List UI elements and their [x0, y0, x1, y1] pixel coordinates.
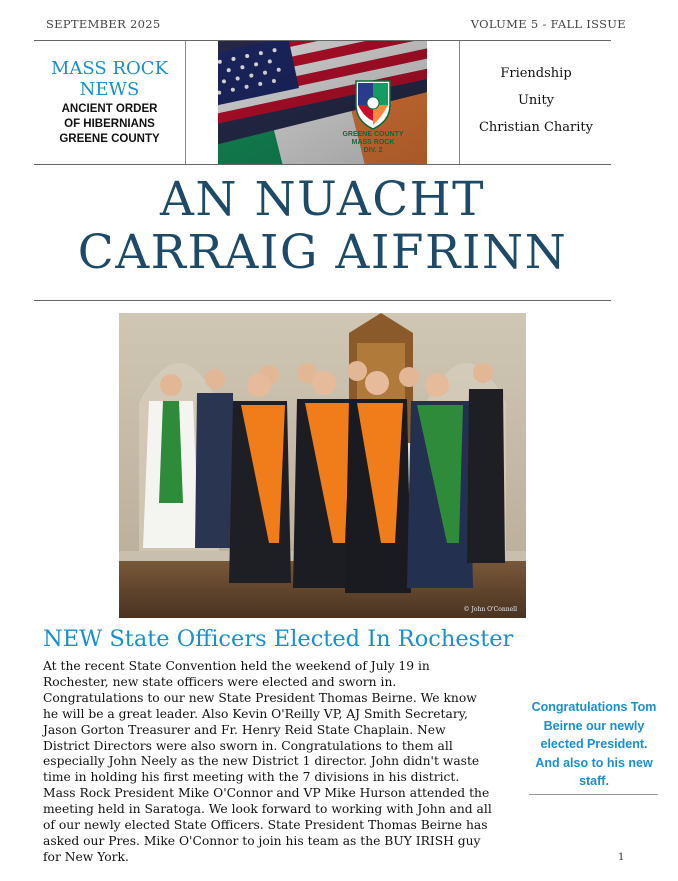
- masthead-left: [34, 41, 186, 164]
- congratulations-sidebar: Congratulations Tom Beirne our newly elected President. And also to his new staff.: [531, 700, 657, 788]
- logo-text-line3: DIV. 2: [363, 147, 383, 154]
- newsletter-name-line2: NEWS: [79, 79, 140, 100]
- officers-group-photo: [119, 313, 526, 618]
- organization-name: [34, 102, 185, 147]
- sidebar-rule: [529, 794, 658, 795]
- motto-christian-charity: Christian Charity: [478, 120, 593, 135]
- organization-line1: ANCIENT ORDER: [61, 103, 158, 115]
- masthead: [34, 41, 611, 164]
- newsletter-title: [34, 173, 611, 279]
- newsletter-name: [34, 58, 185, 100]
- organization-line2: OF HIBERNIANS: [64, 118, 155, 130]
- group-photo-illustration: [119, 313, 526, 618]
- flags-illustration: [218, 41, 427, 164]
- logo-text-line1: GREENE COUNTY: [342, 131, 404, 138]
- motto-panel: [459, 41, 612, 164]
- flag-logo-image: [218, 41, 427, 164]
- organization-line3: GREENE COUNTY: [59, 133, 160, 145]
- newsletter-name-line1: MASS ROCK: [50, 58, 169, 79]
- title-line1: AN NUACHT: [159, 172, 486, 227]
- issue-date: SEPTEMBER 2025: [46, 17, 161, 31]
- motto-friendship: Friendship: [500, 66, 572, 81]
- title-line2: CARRAIG AIFRINN: [77, 225, 568, 280]
- volume-label: VOLUME 5 - FALL ISSUE: [470, 17, 626, 31]
- logo-text-line2: MASS ROCK: [351, 139, 395, 146]
- article-headline: NEW State Officers Elected In Rochester: [43, 626, 514, 652]
- title-bottom-rule: [34, 300, 611, 301]
- motto-unity: Unity: [517, 93, 555, 108]
- page-number: 1: [618, 852, 625, 863]
- masthead-bottom-rule: [34, 164, 611, 165]
- article-body: At the recent State Convention held the weekend of July 19 in Rochester, new state officers were elected and sworn in. Congratulations to our new State President Thomas Beirne. We know he will be a great leader. Also Kevin O'Reilly VP, AJ Smith Secretary, Jason Gorton Treasurer and Fr. Henry Reid State Chaplain. New District Directors were also sworn in. Congratulations to them all especially John Neely as the new District 1 director. John didn't waste time in holding his first meeting with the 7 divisions in his district. Mass Rock President Mike O'Connor and VP Mike Hurson attended the meeting held in Saratoga. We look forward to working with John and all of our newly elected State Officers. State President Thomas Beirne has asked our Pres. Mike O'Connor to join his team as the BUY IRISH guy for New York.: [43, 659, 492, 864]
- photo-credit: © John O'Connell: [463, 606, 517, 613]
